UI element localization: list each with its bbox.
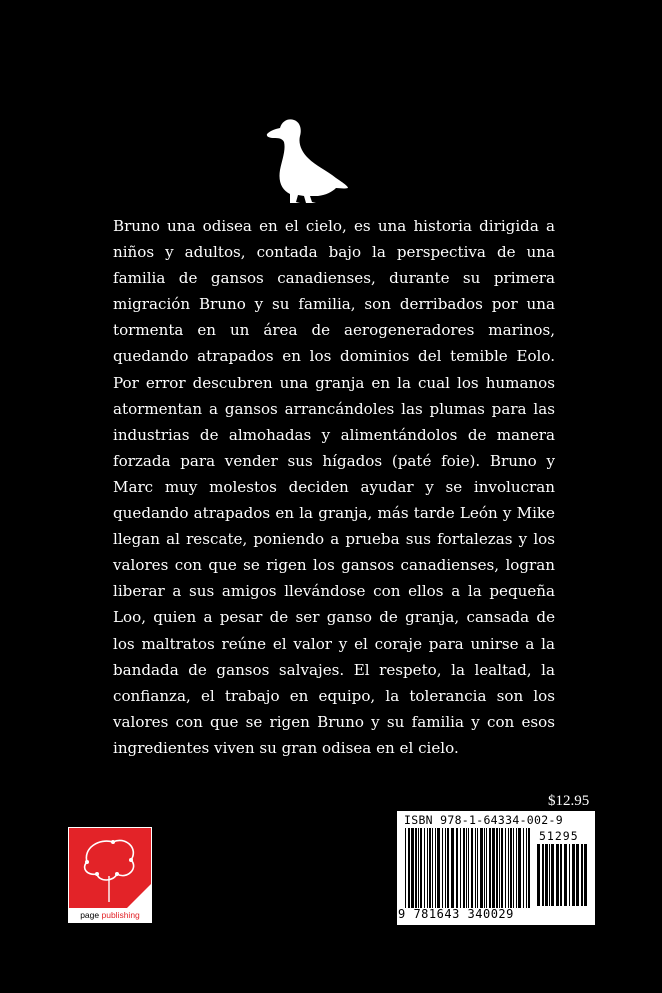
barcode-main-bars xyxy=(405,828,533,908)
publisher-logo-badge xyxy=(69,828,151,908)
goose-silhouette-icon xyxy=(262,112,350,204)
isbn-text: ISBN 978-1-64334-002-9 xyxy=(404,813,563,827)
publisher-logo xyxy=(68,827,152,923)
barcode-addon-bars xyxy=(537,844,589,906)
publisher-word-publishing: publishing xyxy=(101,910,140,920)
ean-digits: 9 781643 340029 xyxy=(398,907,514,921)
isbn-barcode xyxy=(397,811,595,925)
publisher-word-page: page xyxy=(80,910,100,920)
publisher-logo-icon xyxy=(69,828,151,908)
publisher-name xyxy=(68,910,152,920)
back-cover-blurb: Bruno una odisea en el cielo, es una historia dirigida a niños y adultos, contada bajo la perspectiva de una familia de gansos canadienses, durante su primera migración Bruno y su familia, son derribados por una tormenta en un área de aerogeneradores marinos, quedando atrapados en los dominios del temible Eolo. Por error descubren una granja en la cual los humanos atormentan a gansos arrancándoles las plumas para las industrias de almohadas y alimentándolos de manera forzada para vender sus hígados (paté foie). Bruno y Marc muy molestos deciden ayudar y se involucran quedando atrapados en la granja, más tarde León y Mike llegan al rescate, poniendo a prueba sus fortalezas y los valores con que se rigen los gansos canadienses, logran liberar a sus amigos llevándose con ellos a la pequeña Loo, quien a pesar de ser ganso de granja, cansada de los maltratos reúne el valor y el coraje para unirse a la bandada de gansos salvajes. El respeto, la lealtad, la confianza, el trabajo en equipo, la tolerancia son los valores con que se rigen Bruno y su familia y con esos ingredientes viven su gran odisea en el cielo. xyxy=(113,217,555,757)
addon-price-code: 51295 xyxy=(539,829,579,843)
price-label: $12.95 xyxy=(548,793,590,809)
